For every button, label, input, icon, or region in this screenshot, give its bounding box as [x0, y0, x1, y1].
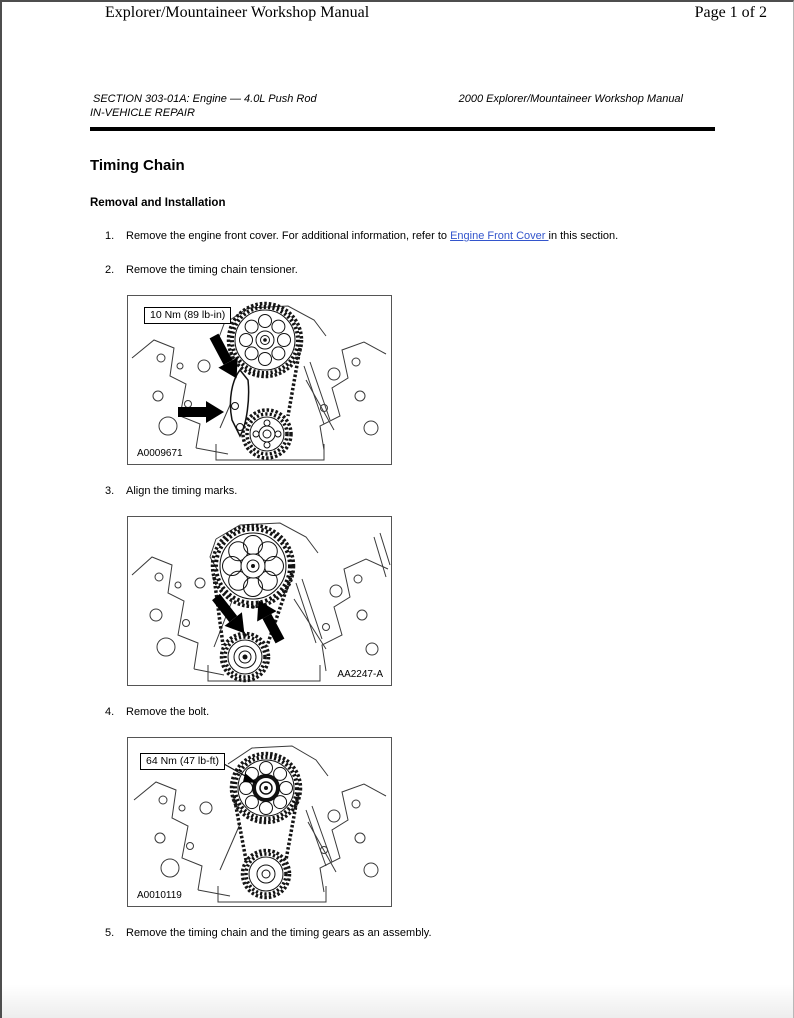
- window-title: Explorer/Mountaineer Workshop Manual: [105, 4, 370, 21]
- article-subtitle: Removal and Installation: [90, 197, 226, 209]
- section-title: SECTION 303-01A: Engine — 4.0L Push Rod: [93, 93, 317, 105]
- step-text: Remove the timing chain tensioner.: [126, 264, 298, 276]
- step-number: 4.: [105, 706, 115, 718]
- figure-timing-chain-tensioner: [127, 295, 392, 465]
- article-title: Timing Chain: [90, 157, 185, 174]
- step-text: Remove the timing chain and the timing gears as an assembly.: [126, 927, 432, 939]
- step-4: [90, 705, 715, 719]
- engine-front-cover-link[interactable]: Engine Front Cover: [450, 230, 549, 242]
- document-body: [90, 92, 715, 940]
- step-text: Remove the bolt.: [126, 706, 210, 718]
- torque-spec-label: 64 Nm (47 lb-ft): [140, 753, 225, 770]
- step-number: 1.: [105, 230, 115, 242]
- step-3: [90, 484, 715, 498]
- step-number: 2.: [105, 264, 115, 276]
- torque-spec-label: 10 Nm (89 lb-in): [144, 307, 231, 324]
- step-1: [90, 229, 715, 243]
- step-number: 3.: [105, 485, 115, 497]
- step-text-pre: Remove the engine front cover. For additional information, refer to: [126, 230, 451, 242]
- figure-camshaft-bolt: [127, 737, 392, 907]
- figure-id: AA2247-A: [337, 669, 383, 680]
- step-2: [90, 263, 715, 277]
- step-number: 5.: [105, 927, 115, 939]
- browser-print-header: [2, 2, 793, 30]
- step-text-post: in this section.: [548, 230, 619, 242]
- page-bottom-shadow: [2, 984, 793, 1018]
- header-divider: [90, 127, 715, 131]
- engine-diagram-timing-marks: [128, 517, 391, 685]
- page-indicator: Page 1 of 2: [694, 4, 767, 21]
- figure-id: A0009671: [137, 448, 183, 459]
- step-text: Align the timing marks.: [126, 485, 238, 497]
- step-5: [90, 926, 715, 940]
- step-text: [126, 229, 715, 243]
- figure-id: A0010119: [137, 890, 182, 901]
- section-subtitle: IN-VEHICLE REPAIR: [90, 107, 195, 119]
- manual-name: 2000 Explorer/Mountaineer Workshop Manual: [458, 93, 683, 105]
- section-header: [90, 92, 715, 120]
- figure-timing-marks: [127, 516, 392, 686]
